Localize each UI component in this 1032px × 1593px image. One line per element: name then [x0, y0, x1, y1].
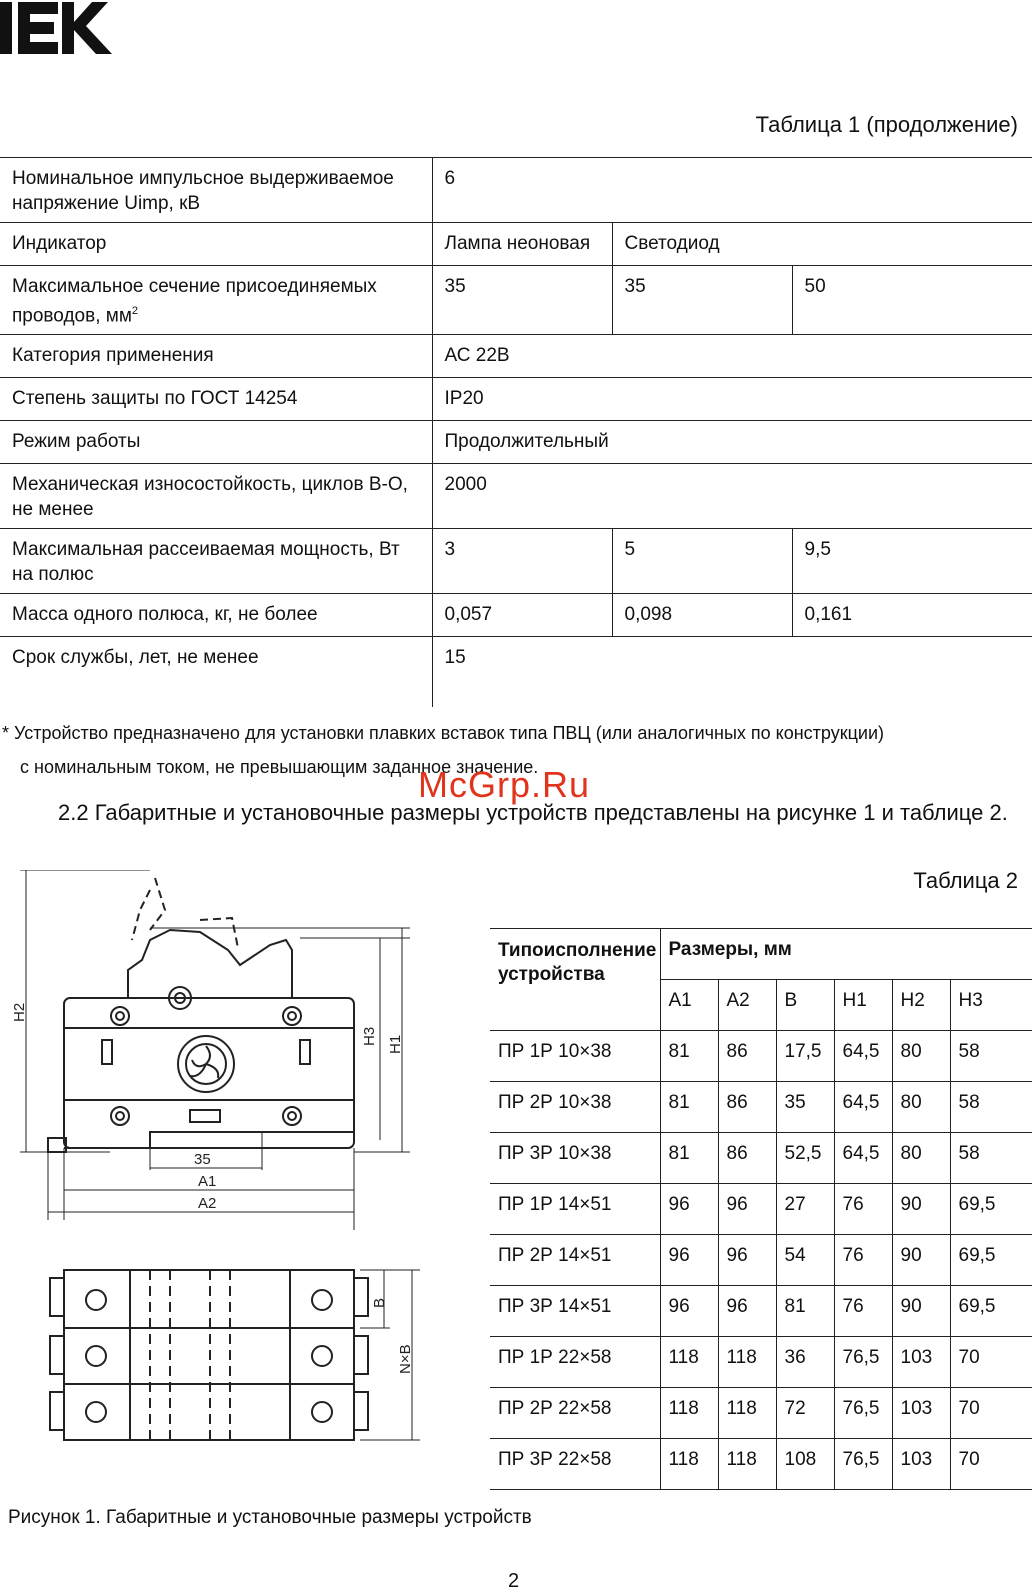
device-type: ПР 3Р 10×38 — [490, 1133, 660, 1184]
dimension-value: 86 — [718, 1082, 776, 1133]
column-header: B — [776, 980, 834, 1031]
dimension-value: 35 — [776, 1082, 834, 1133]
table-row — [490, 1235, 1032, 1286]
table-row — [0, 464, 1032, 529]
footnote-line: * Устройство предназначено для установки плавких вставок типа ПВЦ (или аналогичных по конструкции) — [2, 723, 885, 743]
table-row — [0, 378, 1032, 421]
dimensions-table — [490, 928, 1032, 1490]
row-label: Индикатор — [0, 223, 432, 266]
dimension-value: 96 — [660, 1235, 718, 1286]
dimension-value: 80 — [892, 1082, 950, 1133]
table-row — [490, 1286, 1032, 1337]
device-type: ПР 1Р 10×38 — [490, 1031, 660, 1082]
dimension-value: 81 — [660, 1031, 718, 1082]
row-value: 15 — [432, 637, 1032, 708]
row-value: 5 — [612, 529, 792, 594]
column-header: H2 — [892, 980, 950, 1031]
device-type: ПР 2Р 22×58 — [490, 1388, 660, 1439]
dimension-value: 76,5 — [834, 1439, 892, 1490]
dimension-value: 90 — [892, 1184, 950, 1235]
dimension-value: 118 — [718, 1388, 776, 1439]
table-row — [0, 421, 1032, 464]
watermark: McGrp.Ru — [418, 764, 591, 805]
column-header: H3 — [950, 980, 1032, 1031]
dimension-value: 58 — [950, 1133, 1032, 1184]
dimension-value: 76,5 — [834, 1337, 892, 1388]
dimension-value: 52,5 — [776, 1133, 834, 1184]
logo-image — [0, 2, 116, 54]
table-row — [490, 1184, 1032, 1235]
device-type: ПР 3Р 22×58 — [490, 1439, 660, 1490]
header-type: Типоисполнение устройства — [490, 929, 660, 1031]
dimension-value: 80 — [892, 1133, 950, 1184]
dimension-value: 96 — [718, 1235, 776, 1286]
iek-logo — [0, 2, 116, 54]
row-value: IP20 — [432, 378, 1032, 421]
row-value: 50 — [792, 266, 1032, 335]
table-row — [490, 1388, 1032, 1439]
row-value: 6 — [432, 158, 1032, 223]
dimension-value: 118 — [718, 1439, 776, 1490]
figure-drawing — [0, 870, 440, 1490]
table-row — [0, 594, 1032, 637]
dimension-value: 103 — [892, 1388, 950, 1439]
table-row — [0, 637, 1032, 708]
dimension-value: 108 — [776, 1439, 834, 1490]
row-label: Масса одного полюса, кг, не более — [0, 594, 432, 637]
table2-caption: Таблица 2 — [913, 868, 1018, 893]
dimension-value: 96 — [718, 1286, 776, 1337]
row-value: АС 22В — [432, 335, 1032, 378]
table-row — [0, 335, 1032, 378]
table1-caption: Таблица 1 (продолжение) — [755, 112, 1018, 137]
row-value: Продолжительный — [432, 421, 1032, 464]
dimension-value: 70 — [950, 1388, 1032, 1439]
dimension-value: 81 — [660, 1082, 718, 1133]
table-row — [490, 1337, 1032, 1388]
dimension-value: 118 — [660, 1388, 718, 1439]
column-header: H1 — [834, 980, 892, 1031]
table-row — [0, 223, 1032, 266]
column-header: A2 — [718, 980, 776, 1031]
row-value: 0,098 — [612, 594, 792, 637]
side-view — [48, 878, 354, 1152]
dimension-value: 64,5 — [834, 1082, 892, 1133]
row-label: Номинальное импульсное выдерживаемое напряжение Uimp, кВ — [0, 158, 432, 223]
dimension-value: 70 — [950, 1337, 1032, 1388]
device-type: ПР 1Р 22×58 — [490, 1337, 660, 1388]
dimension-value: 58 — [950, 1031, 1032, 1082]
row-label: Максимальное сечение присоединяемых проводов, $мм^2$ — [0, 266, 432, 335]
table-row — [0, 266, 1032, 335]
dimension-value: 36 — [776, 1337, 834, 1388]
dimension-value: 76,5 — [834, 1388, 892, 1439]
section-text: 2.2 Габаритные и установочные размеры устройств представлены на рисунке 1 и таблице 2. — [58, 800, 1008, 825]
row-value: Лампа неоновая — [432, 223, 612, 266]
device-type: ПР 3Р 14×51 — [490, 1286, 660, 1337]
dim-label-h1: H1 — [387, 1034, 404, 1054]
dimension-value: 70 — [950, 1439, 1032, 1490]
dimension-value: 64,5 — [834, 1133, 892, 1184]
dimension-value: 90 — [892, 1235, 950, 1286]
top-view — [50, 1270, 368, 1440]
dim-label-h3: H3 — [361, 1026, 378, 1046]
device-type: ПР 2Р 10×38 — [490, 1082, 660, 1133]
row-value: 35 — [612, 266, 792, 335]
dim-label-35: 35 — [194, 1151, 211, 1168]
table-body — [490, 1031, 1032, 1490]
dimension-value: 118 — [660, 1439, 718, 1490]
row-value: 9,5 — [792, 529, 1032, 594]
dim-label-a2: A2 — [198, 1195, 217, 1212]
dimension-value: 58 — [950, 1082, 1032, 1133]
dimension-value: 27 — [776, 1184, 834, 1235]
dimension-value: 76 — [834, 1235, 892, 1286]
table-row — [490, 1082, 1032, 1133]
dimension-value: 80 — [892, 1031, 950, 1082]
dimension-value: 96 — [660, 1184, 718, 1235]
column-header: A1 — [660, 980, 718, 1031]
dim-label-b: B — [371, 1297, 388, 1308]
dimension-value: 90 — [892, 1286, 950, 1337]
dimension-value: 96 — [660, 1286, 718, 1337]
dimension-value: 54 — [776, 1235, 834, 1286]
device-type: ПР 2Р 14×51 — [490, 1235, 660, 1286]
row-value: Светодиод — [612, 223, 1032, 266]
footnote-line: с номинальным током, не превышающим заданное значение. — [20, 757, 539, 777]
row-label: Степень защиты по ГОСТ 14254 — [0, 378, 432, 421]
figure-caption: Рисунок 1. Габаритные и установочные размеры устройств — [8, 1507, 532, 1528]
dimension-value: 72 — [776, 1388, 834, 1439]
table-row — [490, 1133, 1032, 1184]
dimension-value: 86 — [718, 1133, 776, 1184]
row-label: Механическая износостойкость, циклов В-О, не менее — [0, 464, 432, 529]
row-value: 3 — [432, 529, 612, 594]
dim-label-nxb: N×B — [397, 1344, 414, 1374]
dim-label-h2: H2 — [11, 1002, 28, 1022]
row-value: 0,161 — [792, 594, 1032, 637]
dimension-value: 103 — [892, 1439, 950, 1490]
row-label: Срок службы, лет, не менее — [0, 637, 432, 708]
dimension-value: 81 — [660, 1133, 718, 1184]
table-row — [490, 1031, 1032, 1082]
dimension-value: 76 — [834, 1286, 892, 1337]
dimension-value: 17,5 — [776, 1031, 834, 1082]
row-value: 2000 — [432, 464, 1032, 529]
dimension-value: 103 — [892, 1337, 950, 1388]
dimension-value: 76 — [834, 1184, 892, 1235]
device-type: ПР 1Р 14×51 — [490, 1184, 660, 1235]
row-value: 35 — [432, 266, 612, 335]
table-row — [0, 529, 1032, 594]
table-header — [490, 929, 1032, 980]
dimension-value: 86 — [718, 1031, 776, 1082]
header-sizes: Размеры, мм — [660, 929, 1032, 980]
dimension-value: 81 — [776, 1286, 834, 1337]
row-label: Режим работы — [0, 421, 432, 464]
page-number: 2 — [508, 1570, 520, 1592]
specs-table — [0, 157, 1032, 707]
dimension-value: 118 — [660, 1337, 718, 1388]
row-label: Категория применения — [0, 335, 432, 378]
dimension-value: 69,5 — [950, 1184, 1032, 1235]
row-label: Максимальная рассеиваемая мощность, Вт на полюс — [0, 529, 432, 594]
table-row — [490, 1439, 1032, 1490]
dim-label-a1: A1 — [198, 1173, 217, 1190]
table-row — [0, 158, 1032, 223]
dimension-value: 69,5 — [950, 1286, 1032, 1337]
dimension-value: 64,5 — [834, 1031, 892, 1082]
row-value: 0,057 — [432, 594, 612, 637]
dimension-value: 118 — [718, 1337, 776, 1388]
dimension-value: 69,5 — [950, 1235, 1032, 1286]
dimension-value: 96 — [718, 1184, 776, 1235]
